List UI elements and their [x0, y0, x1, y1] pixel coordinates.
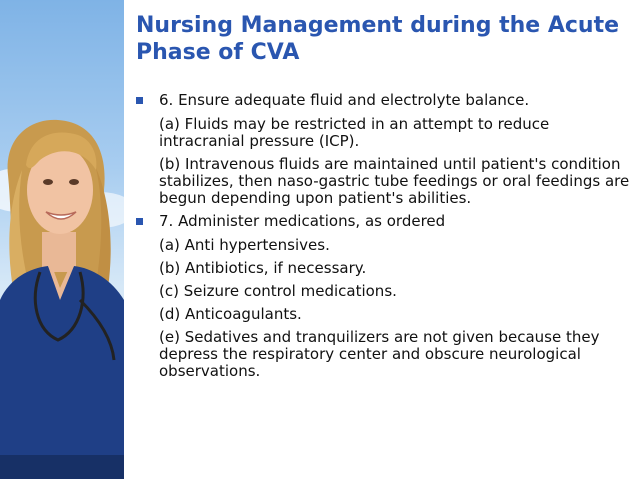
sub-item: (a) Fluids may be restricted in an attempt to reduce intracranial pressure (ICP). — [159, 115, 550, 150]
sub-item: (d) Anticoagulants. — [159, 305, 302, 323]
square-bullet-icon — [136, 97, 143, 104]
square-bullet-icon — [136, 218, 143, 225]
sub-item: (a) Anti hypertensives. — [159, 236, 330, 254]
bullet-text: 7. Administer medications, as ordered — [159, 212, 446, 230]
bullet-item — [135, 213, 635, 230]
title-line-1: Nursing Management during the Acute — [136, 13, 620, 38]
sub-item: (b) Antibiotics, if necessary. — [159, 259, 367, 277]
bullet-text: 6. Ensure adequate fluid and electrolyte balance. — [159, 91, 530, 109]
bullet-item — [135, 92, 635, 109]
slide-title — [136, 12, 631, 66]
nurse-photo — [0, 0, 124, 479]
sub-item: (b) Intravenous fluids are maintained until patient's condition stabilizes, then naso-gastric tube feedings or oral feedings are begun depending upon patient's abilities. — [159, 155, 630, 207]
title-line-2: Phase of CVA — [136, 40, 300, 65]
slide-body — [135, 92, 635, 386]
nurse-illustration — [0, 0, 124, 479]
sub-item: (e) Sedatives and tranquilizers are not given because they depress the respiratory center and obscure neurological observations. — [159, 328, 600, 380]
sub-item: (c) Seizure control medications. — [159, 282, 397, 300]
